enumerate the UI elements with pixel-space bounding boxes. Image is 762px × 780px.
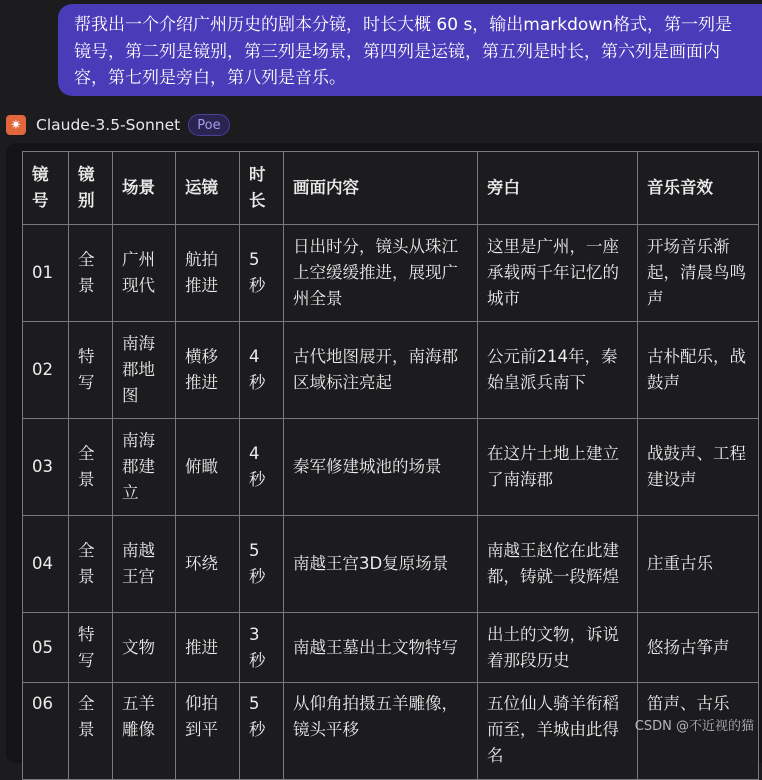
header-camera-move: 运镜 (176, 152, 240, 225)
cell-music: 古朴配乐，战鼓声 (638, 322, 759, 419)
cell-narration: 公元前214年，秦始皇派兵南下 (478, 322, 638, 419)
cell-scene: 南海郡建立 (113, 419, 176, 516)
user-message-text: 帮我出一个介绍广州历史的剧本分镜，时长大概 60 s，输出markdown格式，第一列是镜号，第二列是镜别，第三列是场景，第四列是运镜，第五列是时长，第六列是画面内容，第七列是旁白，第八列是音乐。 (74, 15, 732, 88)
cell-narration: 出土的文物，诉说着那段历史 (478, 613, 638, 683)
cell-camera-move: 横移推进 (176, 322, 240, 419)
cell-frame-content: 日出时分，镜头从珠江上空缓缓推进，展现广州全景 (284, 225, 478, 322)
cell-shot-type: 特写 (69, 613, 113, 683)
table-row (23, 225, 759, 322)
cell-shot-number: 01 (23, 225, 69, 322)
cell-shot-number: 05 (23, 613, 69, 683)
header-frame-content: 画面内容 (284, 152, 478, 225)
table-row (23, 419, 759, 516)
cell-camera-move: 俯瞰 (176, 419, 240, 516)
cell-camera-move: 推进 (176, 613, 240, 683)
cell-shot-number: 03 (23, 419, 69, 516)
cell-shot-number: 02 (23, 322, 69, 419)
watermark: CSDN @不近视的猫 (634, 719, 754, 734)
header-shot-number: 镜号 (23, 152, 69, 225)
cell-narration: 这里是广州，一座承载两千年记忆的城市 (478, 225, 638, 322)
header-duration: 时长 (240, 152, 284, 225)
storyboard-table (22, 151, 759, 780)
table-row (23, 613, 759, 683)
cell-duration: 4秒 (240, 419, 284, 516)
cell-scene: 南海郡地图 (113, 322, 176, 419)
cell-camera-move: 航拍推进 (176, 225, 240, 322)
cell-frame-content: 从仰角拍摄五羊雕像，镜头平移 (284, 683, 478, 780)
poe-badge: Poe (188, 114, 229, 136)
cell-frame-content: 古代地图展开，南海郡区域标注亮起 (284, 322, 478, 419)
table-row (23, 516, 759, 613)
cell-music: 庄重古乐 (638, 516, 759, 613)
cell-duration: 5秒 (240, 225, 284, 322)
cell-narration: 五位仙人骑羊衔稻而至，羊城由此得名 (478, 683, 638, 780)
cell-shot-type: 全景 (69, 419, 113, 516)
sparkle-icon: ✷ (6, 115, 26, 135)
cell-scene: 文物 (113, 613, 176, 683)
bot-header (6, 112, 230, 138)
user-message-bubble (58, 4, 762, 96)
cell-duration: 4秒 (240, 322, 284, 419)
cell-camera-move: 环绕 (176, 516, 240, 613)
cell-shot-type: 全景 (69, 516, 113, 613)
cell-frame-content: 秦军修建城池的场景 (284, 419, 478, 516)
cell-music: 开场音乐渐起，清晨鸟鸣声 (638, 225, 759, 322)
bot-name[interactable]: Claude-3.5-Sonnet (36, 116, 181, 134)
cell-music: 笛声、古乐 (638, 683, 759, 780)
cell-scene: 南越王宫 (113, 516, 176, 613)
cell-scene: 五羊雕像 (113, 683, 176, 780)
cell-shot-number: 04 (23, 516, 69, 613)
cell-shot-type: 全景 (69, 683, 113, 780)
table-header-row (23, 152, 759, 225)
cell-duration: 5秒 (240, 516, 284, 613)
cell-shot-type: 特写 (69, 322, 113, 419)
cell-frame-content: 南越王宫3D复原场景 (284, 516, 478, 613)
cell-shot-type: 全景 (69, 225, 113, 322)
cell-camera-move: 仰拍到平 (176, 683, 240, 780)
cell-scene: 广州现代 (113, 225, 176, 322)
cell-frame-content: 南越王墓出土文物特写 (284, 613, 478, 683)
header-music: 音乐音效 (638, 152, 759, 225)
cell-narration: 南越王赵佗在此建都，铸就一段辉煌 (478, 516, 638, 613)
cell-shot-number: 06 (23, 683, 69, 780)
header-narration: 旁白 (478, 152, 638, 225)
cell-narration: 在这片土地上建立了南海郡 (478, 419, 638, 516)
table-row (23, 322, 759, 419)
cell-duration: 3秒 (240, 613, 284, 683)
cell-music: 悠扬古筝声 (638, 613, 759, 683)
header-scene: 场景 (113, 152, 176, 225)
cell-music: 战鼓声、工程建设声 (638, 419, 759, 516)
header-shot-type: 镜别 (69, 152, 113, 225)
cell-duration: 5秒 (240, 683, 284, 780)
